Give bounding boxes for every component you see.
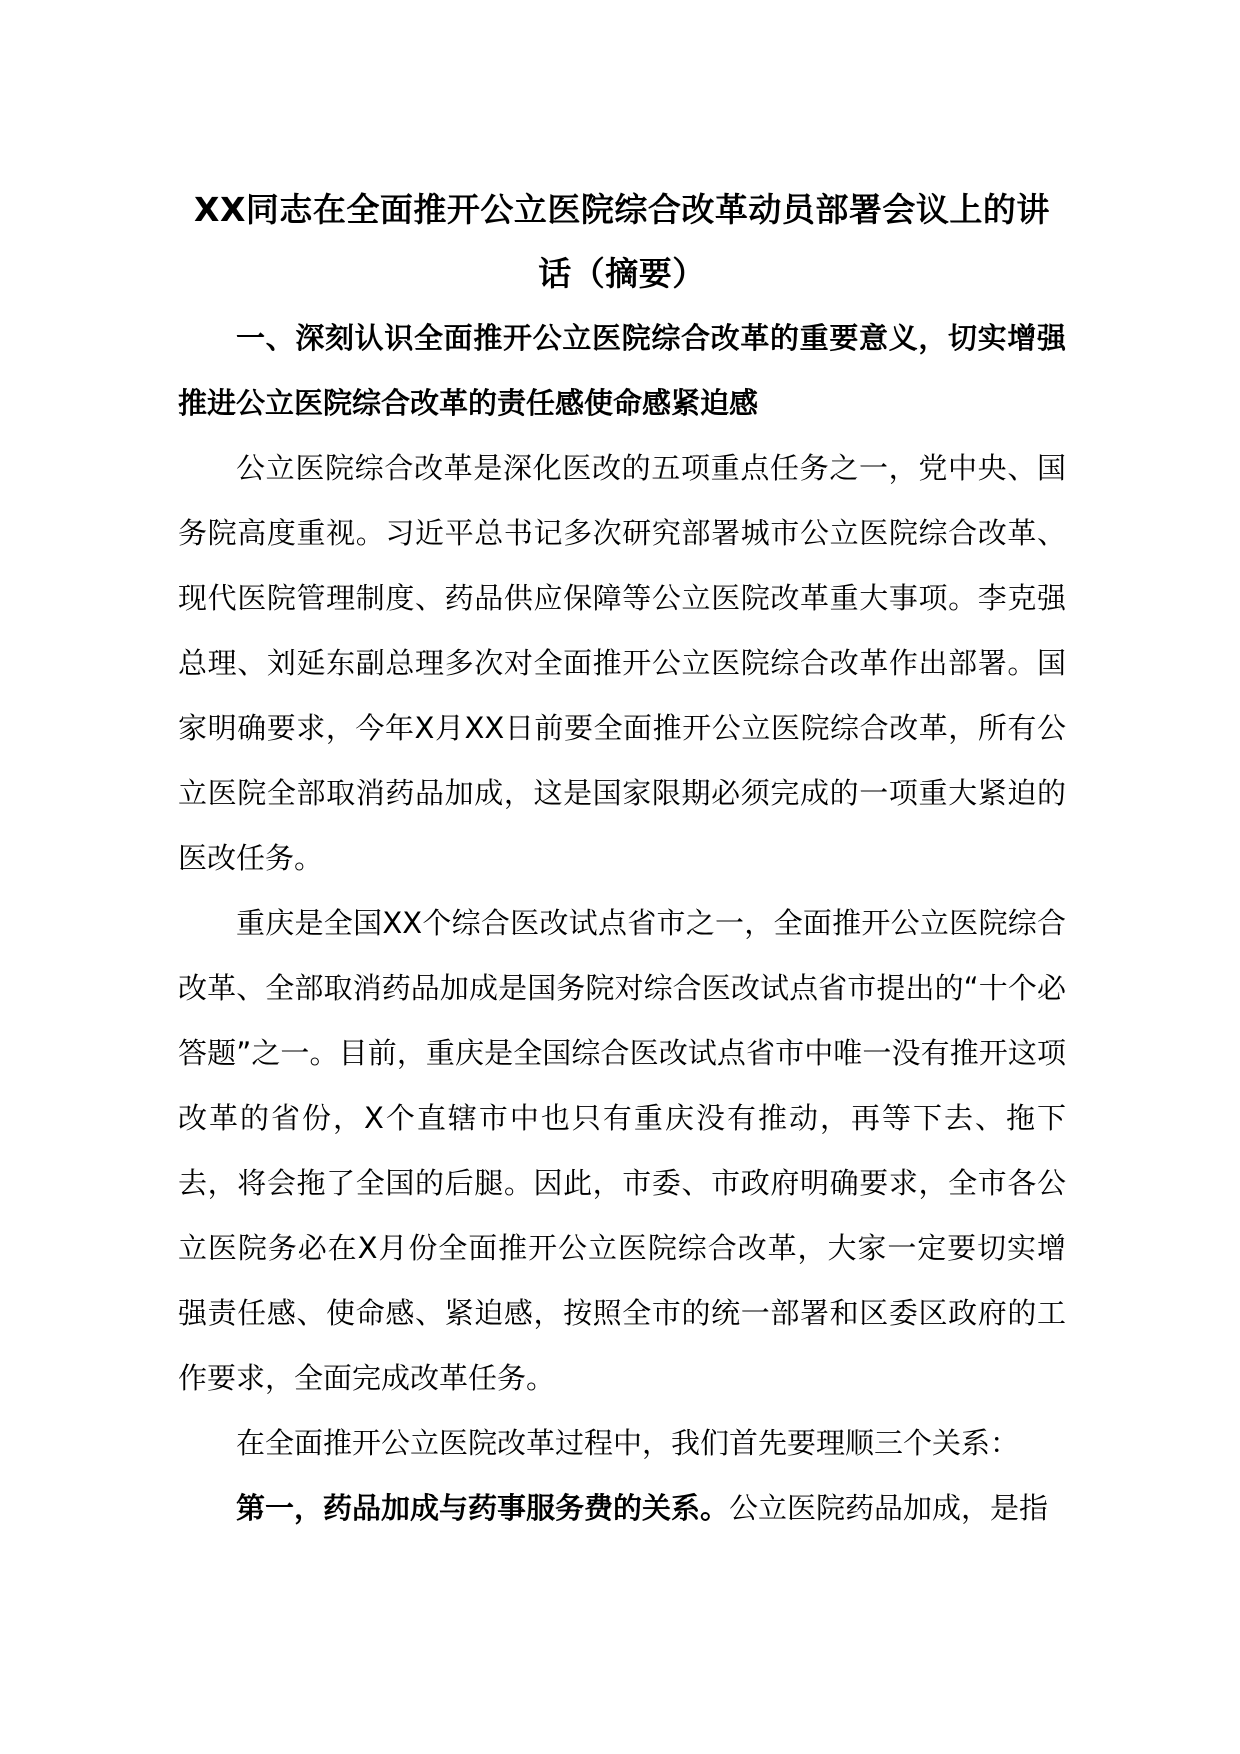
document-title: XX同志在全面推开公立医院综合改革动员部署会议上的讲话（摘要）: [194, 190, 1050, 293]
document-page: [178, 178, 1066, 1541]
section-heading: 一、深刻认识全面推开公立医院综合改革的重要意义，切实增强推进公立医院综合改革的责任感使命感紧迫感: [178, 321, 1066, 420]
paragraph-4-bold-lead: 第一，药品加成与药事服务费的关系。: [236, 1491, 730, 1525]
paragraph-1: 公立医院综合改革是深化医改的五项重点任务之一，党中央、国务院高度重视。习近平总书记多次研究部署城市公立医院综合改革、现代医院管理制度、药品供应保障等公立医院改革重大事项。李克强总理、刘延东副总理多次对全面推开公立医院综合改革作出部署。国家明确要求，今年X月XX日前要全面推开公立医院综合改革，所有公立医院全部取消药品加成，这是国家限期必须完成的一项重大紧迫的医改任务。: [178, 451, 1066, 875]
paragraph-4-text: 公立医院药品加成，是指: [729, 1491, 1049, 1525]
paragraph-2: 重庆是全国XX个综合医改试点省市之一，全面推开公立医院综合改革、全部取消药品加成是国务院对综合医改试点省市提出的“十个必答题”之一。目前，重庆是全国综合医改试点省市中唯一没有推开这项改革的省份，X个直辖市中也只有重庆没有推动，再等下去、拖下去，将会拖了全国的后腿。因此，市委、市政府明确要求，全市各公立医院务必在X月份全面推开公立医院综合改革，大家一定要切实增强责任感、使命感、紧迫感，按照全市的统一部署和区委区政府的工作要求，全面完成改革任务。: [178, 906, 1066, 1395]
paragraph-4: [178, 1476, 1066, 1541]
paragraph-3: 在全面推开公立医院改革过程中，我们首先要理顺三个关系：: [236, 1426, 1020, 1460]
